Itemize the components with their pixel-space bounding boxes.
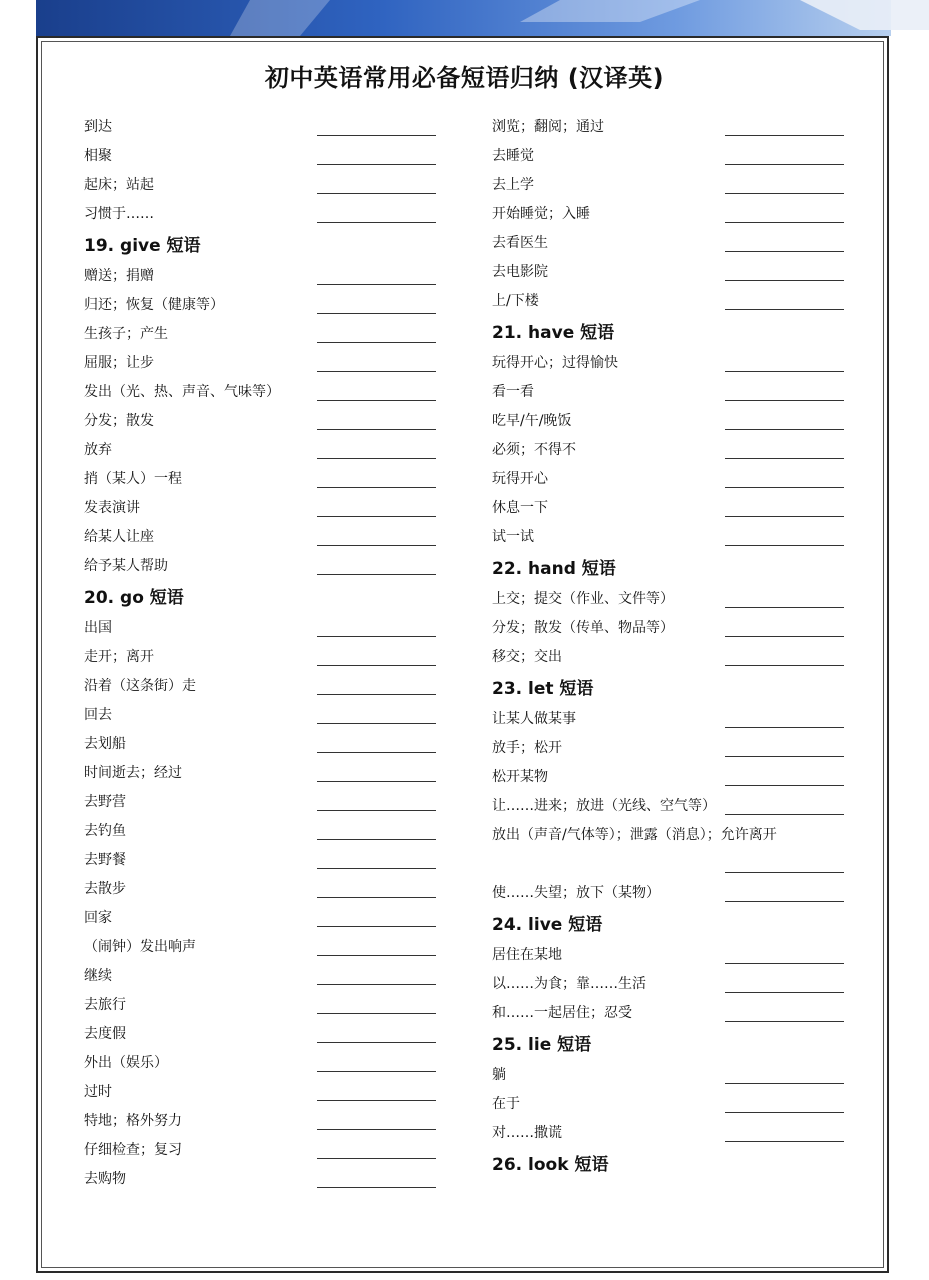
- answer-blank-line[interactable]: [725, 487, 844, 488]
- answer-blank-line[interactable]: [725, 1021, 844, 1022]
- phrase-row: [492, 226, 844, 255]
- phrase-row: [84, 520, 436, 549]
- answer-blank-line[interactable]: [317, 313, 436, 314]
- phrase-row: [492, 967, 844, 996]
- right-column: [492, 110, 844, 1178]
- chinese-phrase: 玩得开心；过得愉快: [492, 355, 618, 371]
- chinese-phrase: 归还；恢复（健康等）: [84, 297, 224, 313]
- phrase-row: [84, 288, 436, 317]
- chinese-phrase: 和……一起居住；忍受: [492, 1005, 632, 1021]
- answer-blank-line[interactable]: [725, 280, 844, 281]
- chinese-phrase: 去旅行: [84, 997, 126, 1013]
- answer-blank-line[interactable]: [317, 1187, 436, 1188]
- chinese-phrase: 仔细检查；复习: [84, 1142, 182, 1158]
- phrase-row: [84, 698, 436, 727]
- phrase-row: [492, 611, 844, 640]
- phrase-row: [84, 491, 436, 520]
- chinese-phrase: 放出（声音/气体等）；泄露（消息）；允许离开: [492, 827, 777, 843]
- answer-blank-line[interactable]: [725, 309, 844, 310]
- phrase-row: [84, 756, 436, 785]
- phrase-row: [492, 168, 844, 197]
- phrase-row: [492, 197, 844, 226]
- answer-blank-line[interactable]: [725, 756, 844, 757]
- phrase-row: [84, 640, 436, 669]
- section-heading: [492, 905, 844, 938]
- chinese-phrase: 生孩子；产生: [84, 326, 168, 342]
- phrase-row: [84, 843, 436, 872]
- chinese-phrase: 去睡觉: [492, 148, 534, 164]
- phrase-row: [84, 988, 436, 1017]
- phrase-row: [84, 1075, 436, 1104]
- answer-blank-line[interactable]: [317, 636, 436, 637]
- answer-blank-line[interactable]: [317, 810, 436, 811]
- chinese-phrase: 移交；交出: [492, 649, 562, 665]
- section-heading-text: 22. hand 短语: [492, 559, 616, 579]
- phrase-row: [492, 760, 844, 789]
- phrase-row: [84, 1046, 436, 1075]
- phrase-row: [492, 996, 844, 1025]
- chinese-phrase: 看一看: [492, 384, 534, 400]
- answer-blank-line[interactable]: [317, 926, 436, 927]
- answer-blank-line[interactable]: [725, 872, 844, 873]
- phrase-row: [84, 346, 436, 375]
- answer-blank-line[interactable]: [725, 785, 844, 786]
- phrase-row: [84, 168, 436, 197]
- page-title: 初中英语常用必备短语归纳 (汉译英): [264, 64, 665, 92]
- chinese-phrase: 出国: [84, 620, 112, 636]
- answer-blank-line[interactable]: [317, 781, 436, 782]
- answer-blank-line[interactable]: [725, 1141, 844, 1142]
- section-heading-text: 26. look 短语: [492, 1155, 609, 1175]
- phrase-row: [492, 110, 844, 139]
- phrase-row: [492, 1058, 844, 1087]
- phrase-row: [84, 930, 436, 959]
- chinese-phrase: 去上学: [492, 177, 534, 193]
- section-heading-text: 21. have 短语: [492, 323, 615, 343]
- section-heading: [492, 1145, 844, 1178]
- chinese-phrase: 时间逝去；经过: [84, 765, 182, 781]
- section-heading: [492, 669, 844, 702]
- answer-blank-line[interactable]: [317, 694, 436, 695]
- answer-blank-line[interactable]: [725, 251, 844, 252]
- chinese-phrase: 在于: [492, 1096, 520, 1112]
- chinese-phrase: 去钓鱼: [84, 823, 126, 839]
- section-heading: [84, 226, 436, 259]
- chinese-phrase: 躺: [492, 1067, 506, 1083]
- answer-blank-line[interactable]: [317, 429, 436, 430]
- phrase-row: [492, 520, 844, 549]
- chinese-phrase: 使……失望；放下（某物）: [492, 885, 660, 901]
- phrase-row: [492, 346, 844, 375]
- banner-decoration: [0, 0, 929, 40]
- answer-blank-line[interactable]: [317, 839, 436, 840]
- chinese-phrase: 起床；站起: [84, 177, 154, 193]
- section-heading-text: 25. lie 短语: [492, 1035, 592, 1055]
- answer-blank-line[interactable]: [725, 135, 844, 136]
- answer-blank-line[interactable]: [317, 371, 436, 372]
- answer-blank-line[interactable]: [317, 1013, 436, 1014]
- section-heading-text: 24. live 短语: [492, 915, 603, 935]
- phrase-row: [492, 731, 844, 760]
- answer-blank-line[interactable]: [725, 1112, 844, 1113]
- phrase-row: [492, 139, 844, 168]
- chinese-phrase: 去度假: [84, 1026, 126, 1042]
- answer-blank-line[interactable]: [725, 607, 844, 608]
- answer-blank-line[interactable]: [725, 371, 844, 372]
- answer-blank-line[interactable]: [317, 752, 436, 753]
- phrase-row: [492, 789, 844, 818]
- phrase-row: [84, 901, 436, 930]
- chinese-phrase: 上/下楼: [492, 293, 539, 309]
- chinese-phrase: 放手；松开: [492, 740, 562, 756]
- phrase-row: [492, 255, 844, 284]
- answer-blank-line[interactable]: [317, 984, 436, 985]
- chinese-phrase: 去电影院: [492, 264, 548, 280]
- phrase-row: [84, 139, 436, 168]
- chinese-phrase: 去野营: [84, 794, 126, 810]
- chinese-phrase: 过时: [84, 1084, 112, 1100]
- answer-blank-line[interactable]: [317, 574, 436, 575]
- answer-blank-line[interactable]: [725, 1083, 844, 1084]
- answer-blank-line[interactable]: [725, 636, 844, 637]
- phrase-row: [492, 433, 844, 462]
- phrase-row: [84, 317, 436, 346]
- chinese-phrase: 让……进来；放进（光线、空气等）: [492, 798, 716, 814]
- chinese-phrase: 去散步: [84, 881, 126, 897]
- answer-blank-line[interactable]: [725, 963, 844, 964]
- chinese-phrase: 捎（某人）一程: [84, 471, 182, 487]
- phrase-row: [492, 876, 844, 905]
- phrase-row: [492, 404, 844, 433]
- section-heading: [492, 313, 844, 346]
- chinese-phrase: 去划船: [84, 736, 126, 752]
- phrase-row: [84, 785, 436, 814]
- chinese-phrase: 习惯于……: [84, 206, 154, 222]
- phrase-row: [84, 872, 436, 901]
- answer-blank-line[interactable]: [317, 193, 436, 194]
- answer-blank-line[interactable]: [725, 901, 844, 902]
- phrase-row: [84, 404, 436, 433]
- section-heading-text: 19. give 短语: [84, 236, 201, 256]
- section-heading-text: 23. let 短语: [492, 679, 594, 699]
- phrase-row: [84, 814, 436, 843]
- phrase-row: [84, 959, 436, 988]
- answer-blank-line[interactable]: [317, 545, 436, 546]
- answer-blank-line[interactable]: [725, 222, 844, 223]
- answer-blank-line[interactable]: [317, 1129, 436, 1130]
- chinese-phrase: 分发；散发（传单、物品等）: [492, 620, 674, 636]
- phrase-row: [84, 110, 436, 139]
- chinese-phrase: 居住在某地: [492, 947, 562, 963]
- phrase-row: [492, 938, 844, 967]
- chinese-phrase: 特地；格外努力: [84, 1113, 182, 1129]
- phrase-row: [492, 284, 844, 313]
- chinese-phrase: 屈服；让步: [84, 355, 154, 371]
- phrase-row: [84, 1017, 436, 1046]
- chinese-phrase: 以……为食；靠……生活: [492, 976, 646, 992]
- answer-blank-line[interactable]: [725, 400, 844, 401]
- answer-blank-line[interactable]: [725, 545, 844, 546]
- answer-blank-line[interactable]: [317, 458, 436, 459]
- phrase-row: [84, 727, 436, 756]
- section-heading: [492, 1025, 844, 1058]
- phrase-row: [84, 433, 436, 462]
- phrase-row: [492, 1116, 844, 1145]
- answer-blank-line[interactable]: [725, 814, 844, 815]
- answer-blank-line[interactable]: [317, 516, 436, 517]
- chinese-phrase: 玩得开心: [492, 471, 548, 487]
- chinese-phrase: 浏览；翻阅；通过: [492, 119, 604, 135]
- answer-blank-line[interactable]: [725, 665, 844, 666]
- answer-blank-line[interactable]: [725, 429, 844, 430]
- chinese-phrase: 分发；散发: [84, 413, 154, 429]
- chinese-phrase: 必须；不得不: [492, 442, 576, 458]
- phrase-row: [492, 640, 844, 669]
- phrase-row: [84, 462, 436, 491]
- answer-blank-line[interactable]: [317, 1042, 436, 1043]
- answer-blank-line[interactable]: [317, 400, 436, 401]
- left-column: [84, 110, 436, 1191]
- chinese-phrase: 走开；离开: [84, 649, 154, 665]
- answer-blank-line[interactable]: [317, 1100, 436, 1101]
- chinese-phrase: 开始睡觉；入睡: [492, 206, 590, 222]
- answer-blank-line[interactable]: [317, 897, 436, 898]
- answer-blank-line[interactable]: [725, 992, 844, 993]
- chinese-phrase: 让某人做某事: [492, 711, 576, 727]
- phrase-row: [84, 1133, 436, 1162]
- answer-blank-line[interactable]: [317, 342, 436, 343]
- phrase-row: [84, 197, 436, 226]
- phrase-row: [492, 582, 844, 611]
- answer-blank-line[interactable]: [725, 516, 844, 517]
- phrase-row: [492, 375, 844, 404]
- phrase-row: [492, 462, 844, 491]
- phrase-row: [84, 1104, 436, 1133]
- answer-blank-line[interactable]: [725, 193, 844, 194]
- chinese-phrase: 继续: [84, 968, 112, 984]
- chinese-phrase: 到达: [84, 119, 112, 135]
- chinese-phrase: 松开某物: [492, 769, 548, 785]
- answer-blank-line[interactable]: [317, 284, 436, 285]
- phrase-row: [84, 549, 436, 578]
- phrase-row: [84, 259, 436, 288]
- answer-blank-line[interactable]: [317, 665, 436, 666]
- chinese-phrase: （闹钟）发出响声: [84, 939, 196, 955]
- chinese-phrase: 去看医生: [492, 235, 548, 251]
- phrase-row: [84, 375, 436, 404]
- answer-blank-line[interactable]: [317, 487, 436, 488]
- chinese-phrase: 去购物: [84, 1171, 126, 1187]
- section-heading: [84, 578, 436, 611]
- chinese-phrase: 回去: [84, 707, 112, 723]
- answer-blank-line[interactable]: [317, 1158, 436, 1159]
- phrase-row: [492, 818, 844, 876]
- chinese-phrase: 沿着（这条街）走: [84, 678, 196, 694]
- answer-blank-line[interactable]: [725, 727, 844, 728]
- chinese-phrase: 发出（光、热、声音、气味等）: [84, 384, 280, 400]
- chinese-phrase: 给某人让座: [84, 529, 154, 545]
- chinese-phrase: 回家: [84, 910, 112, 926]
- answer-blank-line[interactable]: [725, 164, 844, 165]
- chinese-phrase: 赠送；捐赠: [84, 268, 154, 284]
- answer-blank-line[interactable]: [317, 135, 436, 136]
- chinese-phrase: 对……撒谎: [492, 1125, 562, 1141]
- answer-blank-line[interactable]: [317, 222, 436, 223]
- chinese-phrase: 外出（娱乐）: [84, 1055, 168, 1071]
- answer-blank-line[interactable]: [317, 723, 436, 724]
- answer-blank-line[interactable]: [317, 1071, 436, 1072]
- chinese-phrase: 上交；提交（作业、文件等）: [492, 591, 674, 607]
- chinese-phrase: 放弃: [84, 442, 112, 458]
- phrase-row: [84, 669, 436, 698]
- chinese-phrase: 去野餐: [84, 852, 126, 868]
- answer-blank-line[interactable]: [725, 458, 844, 459]
- section-heading-text: 20. go 短语: [84, 588, 184, 608]
- chinese-phrase: 试一试: [492, 529, 534, 545]
- chinese-phrase: 给予某人帮助: [84, 558, 168, 574]
- phrase-row: [84, 611, 436, 640]
- chinese-phrase: 发表演讲: [84, 500, 140, 516]
- answer-blank-line[interactable]: [317, 868, 436, 869]
- answer-blank-line[interactable]: [317, 955, 436, 956]
- phrase-row: [492, 1087, 844, 1116]
- phrase-row: [84, 1162, 436, 1191]
- chinese-phrase: 休息一下: [492, 500, 548, 516]
- answer-blank-line[interactable]: [317, 164, 436, 165]
- chinese-phrase: 相聚: [84, 148, 112, 164]
- chinese-phrase: 吃早/午/晚饭: [492, 413, 572, 429]
- phrase-row: [492, 702, 844, 731]
- section-heading: [492, 549, 844, 582]
- phrase-row: [492, 491, 844, 520]
